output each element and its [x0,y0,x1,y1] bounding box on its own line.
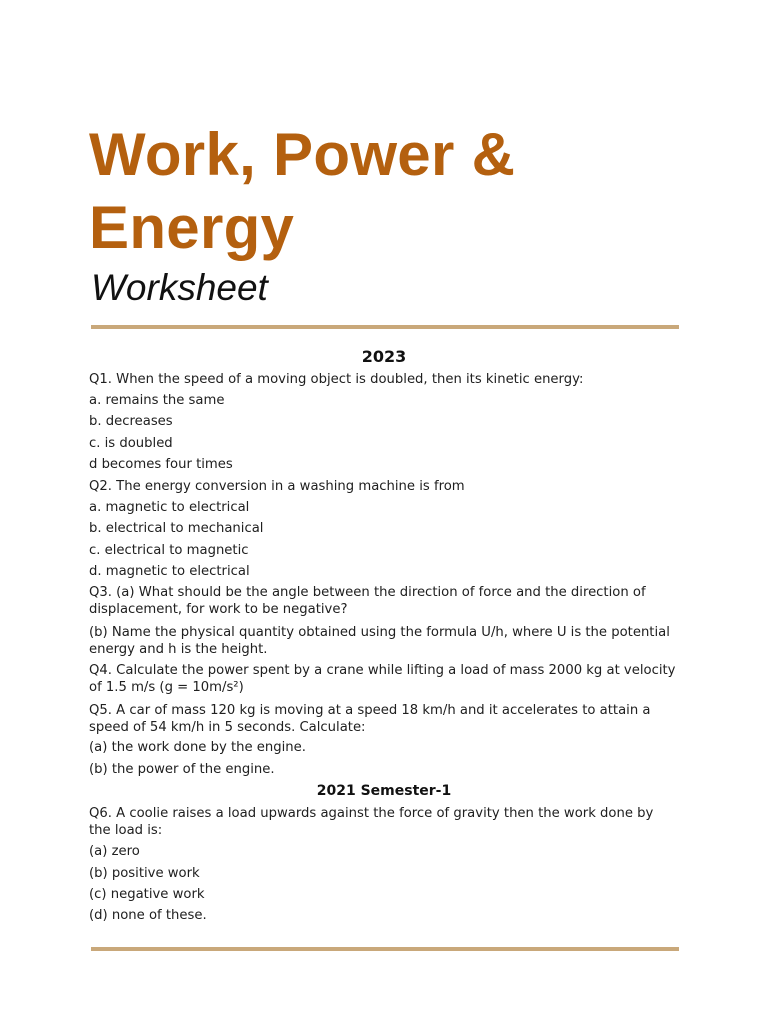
question-line: (b) the power of the engine. [89,762,275,777]
question-line: Q1. When the speed of a moving object is doubled, then its kinetic energy: [89,372,584,387]
option-line: (a) zero [89,844,140,859]
option-line: c. is doubled [89,436,173,451]
option-line: a. remains the same [89,393,225,408]
question-line: (b) Name the physical quantity obtained using the formula U/h, where U is the potential energy and h is the height. [89,625,670,657]
question-line: Q3. (a) What should be the angle between the direction of force and the direction of displacement, for work to be negative? [89,585,646,617]
section-heading-2021-semester-1: 2021 Semester-1 [316,783,452,799]
question-line: Q6. A coolie raises a load upwards against the force of gravity then the work done by the load is: [89,806,654,838]
option-line: b. decreases [89,414,173,429]
section-heading-2023: 2023 [361,347,407,366]
option-line: (d) none of these. [89,908,207,923]
option-line: b. electrical to mechanical [89,521,264,536]
option-line: (c) negative work [89,887,205,902]
question-line: Q5. A car of mass 120 kg is moving at a speed 18 km/h and it accelerates to attain a speed of 54 km/h in 5 seconds. Calculate: [89,703,651,735]
worksheet-subtitle: Worksheet [91,267,268,308]
question-line: Q2. The energy conversion in a washing machine is from [89,479,465,494]
question-line: (a) the work done by the engine. [89,740,306,755]
worksheet-title: Work, Power & Energy [89,121,516,261]
bottom-divider [91,947,679,951]
top-divider [91,325,679,329]
option-line: (b) positive work [89,866,200,881]
option-line: d becomes four times [89,457,233,472]
option-line: a. magnetic to electrical [89,500,250,515]
option-line: d. magnetic to electrical [89,564,250,579]
question-line: Q4. Calculate the power spent by a crane while lifting a load of mass 2000 kg at velocity of 1.5 m/s (g = 10m/s²) [89,663,676,695]
option-line: c. electrical to magnetic [89,543,249,558]
